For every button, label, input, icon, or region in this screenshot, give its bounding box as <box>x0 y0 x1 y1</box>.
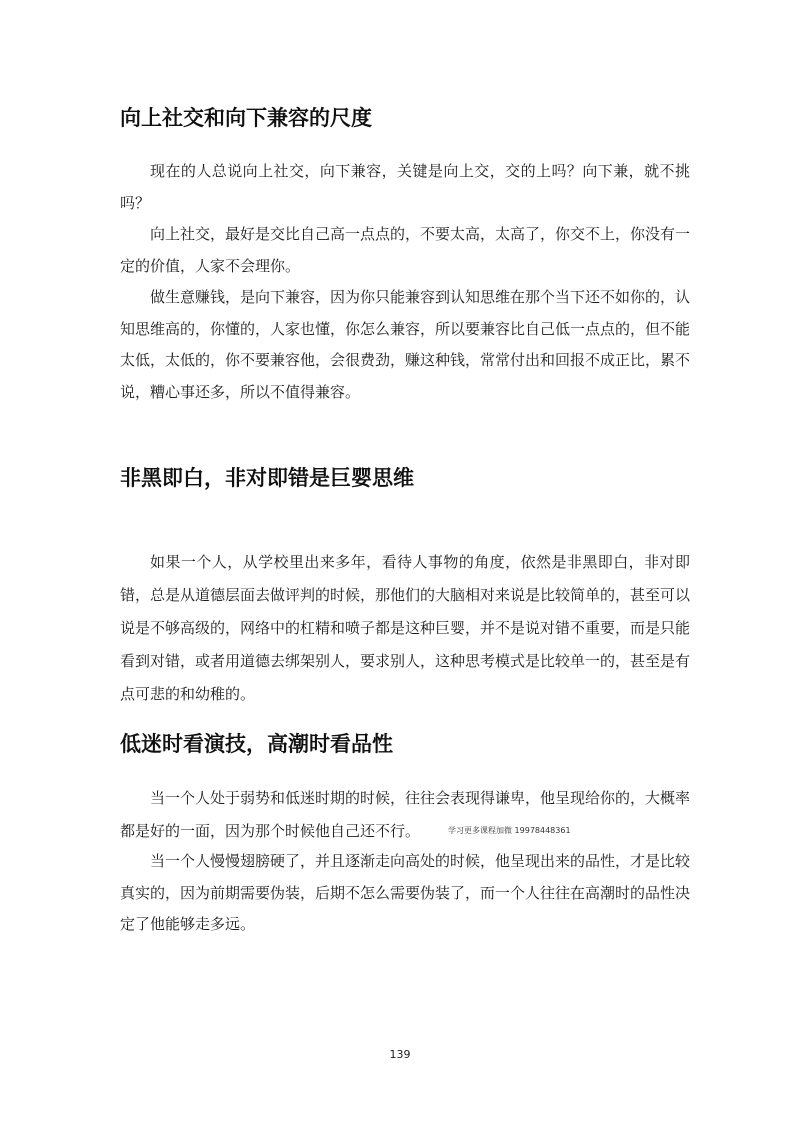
paragraph: 向上社交，最好是交比自己高一点点的，不要太高，太高了，你交不上，你没有一定的价值，人家不会理你。 <box>120 225 691 275</box>
paragraph: 做生意赚钱，是向下兼容，因为你只能兼容到认知思维在那个当下还不如你的，认知思维高的，你懂的，人家也懂，你怎么兼容，所以要兼容比自己低一点点的，但不能太低，太低的，你不要兼容他，会很费劲，赚这种钱，常常付出和回报不成正比，累不说，糟心事还多，所以不值得兼容。 <box>120 288 691 401</box>
section-heading: 低迷时看演技，高潮时看品性 <box>120 732 393 756</box>
paragraph: 当一个人慢慢翅膀硬了，并且逐渐走向高处的时候，他呈现出来的品性，才是比较真实的，因为前期需要伪装，后期不怎么需要伪装了，而一个人往往在高潮时的品性决定了他能够走多远。 <box>120 852 691 933</box>
paragraph: 现在的人总说向上社交，向下兼容，关键是向上交，交的上吗？向下兼，就不挑吗？ <box>120 162 690 212</box>
contact-note: 学习更多课程加微 19978448361 <box>448 825 571 835</box>
paragraph <box>120 783 690 847</box>
section-heading: 向上社交和向下兼容的尺度 <box>120 106 372 130</box>
section-heading: 非黑即白，非对即错是巨婴思维 <box>120 466 414 490</box>
paragraph: 如果一个人，从学校里出来多年，看待人事物的角度，依然是非黑即白，非对即错，总是从道德层面去做评判的时候，那他们的大脑相对来说是比较简单的，甚至可以说是不够高级的，网络中的杠精和喷子都是这种巨婴，并不是说对错不重要，而是只能看到对错，或者用道德去绑架别人，要求别人，这种思考模式是比较单一的，甚至是有点可悲的和幼稚的。 <box>120 553 691 703</box>
paragraph-text: 当一个人处于弱势和低迷时期的时候，往往会表现得谦卑，他呈现给你的，大概率都是好的一面，因为那个时候他自己还不行。 <box>120 789 691 840</box>
page-number: 139 <box>389 1048 411 1061</box>
